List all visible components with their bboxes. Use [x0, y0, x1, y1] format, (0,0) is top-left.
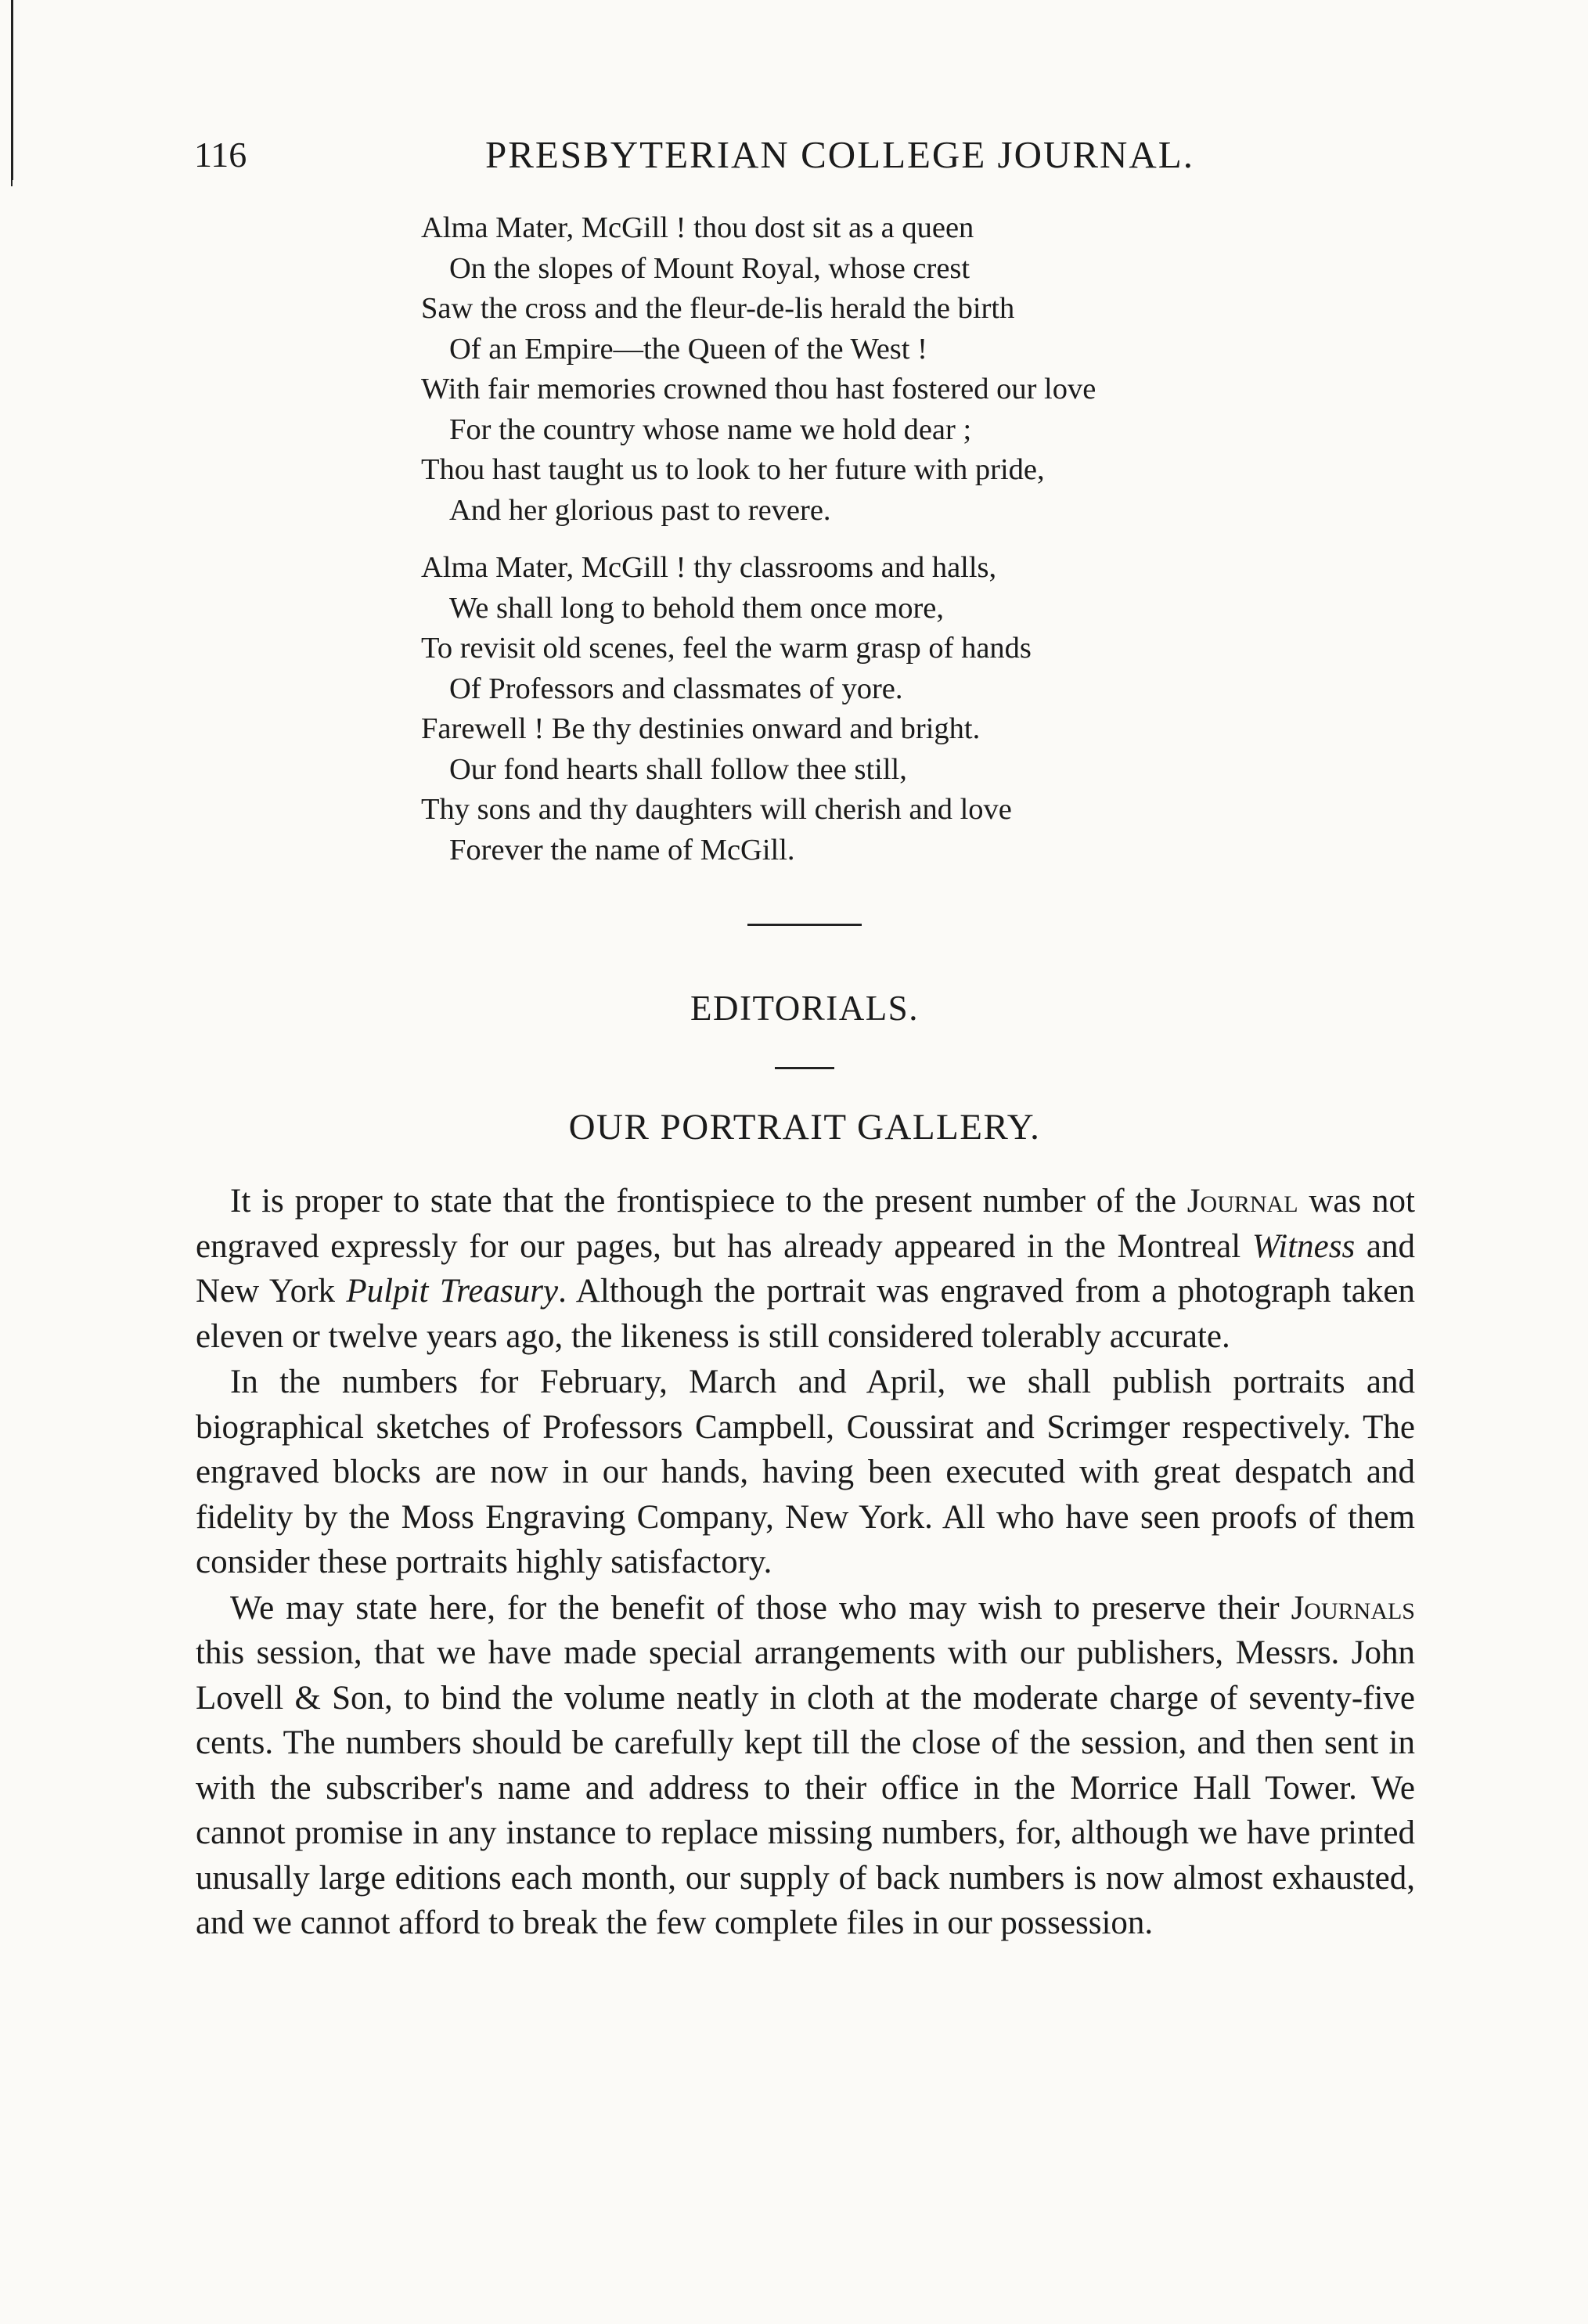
- scan-edge-mark: [11, 178, 13, 186]
- article-title: OUR PORTRAIT GALLERY.: [568, 1107, 1041, 1148]
- paragraph: In the numbers for February, March and April, we shall publish portraits and biographical sketches of Professors Campbell, Coussirat and Scrimger respectively. The engraved blocks are now in our hands, having been executed with great despatch and fidelity by the Moss Engraving Company, New York. All who have seen proofs of them consider these portraits highly satisfactory.: [196, 1364, 1415, 1580]
- paragraph: It is proper to state that the frontispiece to the present number of the Journal was not engraved expressly for our pages, but has already appeared in the Montreal Witness and New York Pulpit Treasury. Although the portrait was engraved from a photograph taken eleven or twelve years ago, the likeness is still considered tolerably accurate.: [196, 1183, 1416, 1355]
- poem-line: Thy sons and thy daughters will cherish and love: [421, 793, 1012, 826]
- poem-line: And her glorious past to revere.: [449, 493, 831, 527]
- poem-line: On the slopes of Mount Royal, whose crest: [449, 251, 970, 285]
- article-body: [196, 1179, 1415, 1947]
- journal-name: Journals: [1291, 1589, 1415, 1627]
- running-title: PRESBYTERIAN COLLEGE JOURNAL.: [485, 133, 1194, 176]
- poem-line: Our fond hearts shall follow thee still,: [449, 752, 907, 786]
- journal-name: Journal: [1186, 1183, 1298, 1220]
- page-number: 116: [194, 135, 247, 175]
- poem-line: Alma Mater, McGill ! thy classrooms and halls,: [421, 551, 997, 584]
- poem-line: Of an Empire—the Queen of the West !: [449, 332, 927, 366]
- poem-line: Forever the name of McGill.: [449, 833, 795, 867]
- heading-divider: [775, 1067, 834, 1069]
- poem-line: We shall long to behold them once more,: [449, 591, 944, 625]
- poem-stanza-2: [421, 548, 1282, 870]
- poem-line: To revisit old scenes, feel the warm grasp of hands: [421, 632, 1032, 665]
- poem-line: Thou hast taught us to look to her future with pride,: [421, 453, 1045, 486]
- section-heading: EDITORIALS.: [690, 989, 919, 1028]
- paragraph: We may state here, for the benefit of those who may wish to preserve their Journals this session, that we have made special arrangements with our publishers, Messrs. John Lovell & Son, to bind the volume neatly in cloth at the moderate charge of seventy-five cents. The numbers should be carefully kept till the close of the session, and then sent in with the subscriber's name and address to their office in the Morrice Hall Tower. We cannot promise in any instance to replace missing numbers, for, although we have printed unusally large editions each month, our supply of back numbers is now almost exhausted, and we cannot afford to break the few complete files in our possession.: [196, 1589, 1415, 1941]
- poem-line: Of Professors and classmates of yore.: [449, 672, 903, 705]
- page-header: [194, 132, 1415, 178]
- poem-line: Farewell ! Be thy destinies onward and bright.: [421, 712, 981, 745]
- poem-stanza-1: [421, 208, 1282, 531]
- poem-line: Alma Mater, McGill ! thou dost sit as a queen: [421, 211, 974, 244]
- publication-name: Witness: [1251, 1227, 1356, 1265]
- poem-line: With fair memories crowned thou hast fostered our love: [421, 373, 1096, 405]
- scan-edge-mark: [11, 0, 13, 180]
- poem-line: Saw the cross and the fleur-de-lis herald the birth: [421, 292, 1015, 325]
- publication-name: Pulpit Treasury: [346, 1273, 559, 1310]
- poem-line: For the country whose name we hold dear ;: [449, 413, 972, 446]
- section-divider: [747, 924, 862, 926]
